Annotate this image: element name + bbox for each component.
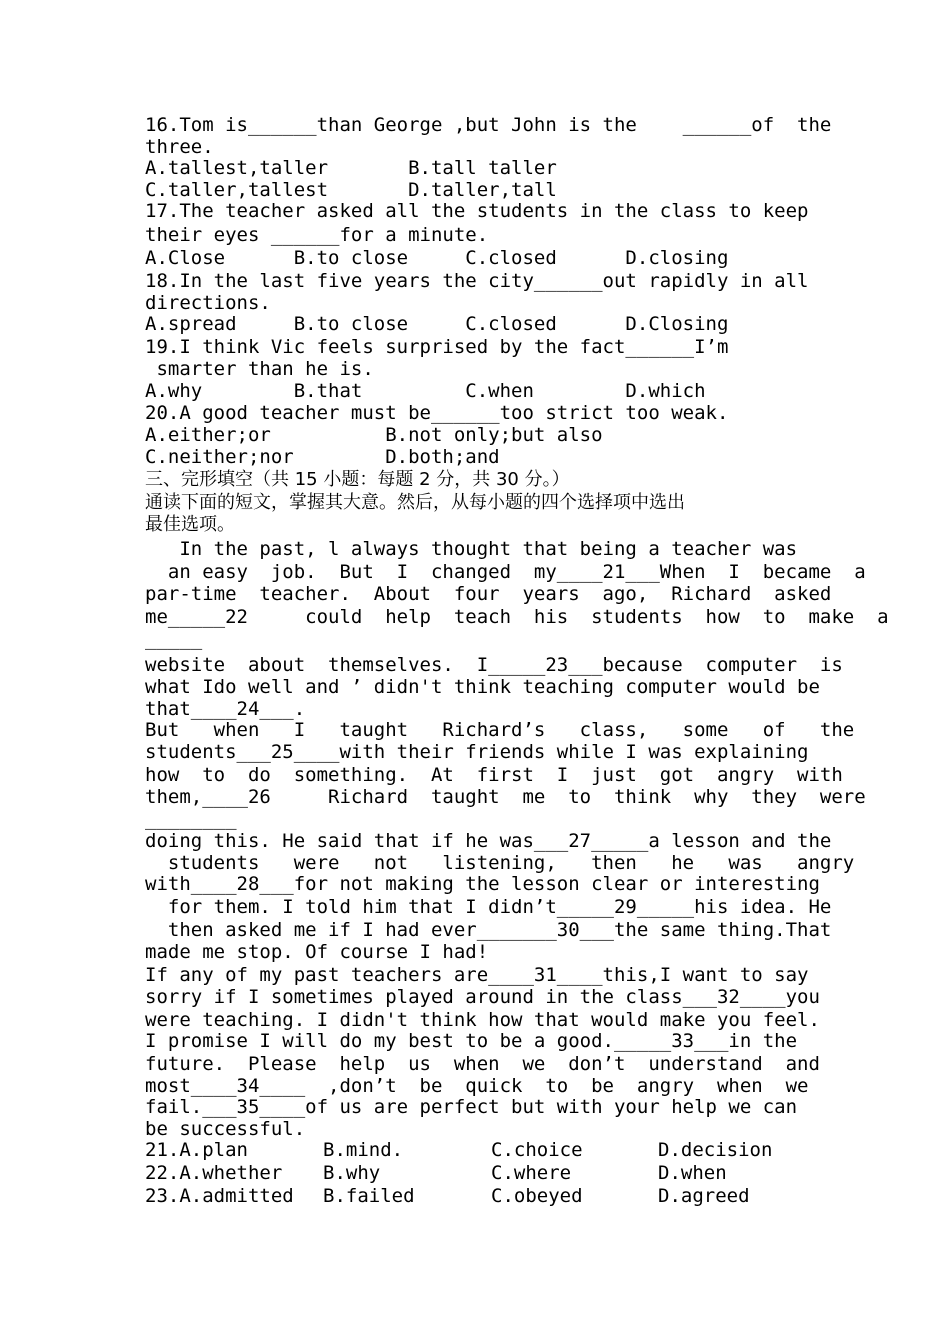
- text-line: _____: [145, 628, 203, 650]
- text-line: I promise I will do my best to be a good._____33___in the: [145, 1030, 798, 1052]
- text-line: C.taller,tallest D.taller,tall: [145, 179, 557, 201]
- option-num: 22.A.whether: [145, 1162, 283, 1184]
- text-line: website about themselves. I_____23___because computer is: [145, 654, 843, 676]
- text-line: with____28___for not making the lesson clear or interesting: [145, 873, 820, 895]
- text-line: were teaching. I didn't think how that would make you feel.: [145, 1009, 820, 1031]
- text-line: A.why B.that C.when D.which: [145, 380, 706, 402]
- text-line: 16.Tom is______than George ,but John is the ______of the: [145, 114, 832, 136]
- text-line: be successful.: [145, 1118, 306, 1140]
- text-line: A.Close B.to close C.closed D.closing: [145, 247, 729, 269]
- text-line: 三、完形填空（共 15 小题：每题 2 分，共 30 分。）: [145, 469, 570, 490]
- option-num: 23.A.admitted: [145, 1185, 294, 1207]
- text-line: them,____26 Richard taught me to think why they were: [145, 786, 866, 808]
- text-line: 最佳选项。: [145, 514, 235, 535]
- text-line: doing this. He said that if he was___27_____a lesson and the: [145, 830, 832, 852]
- text-line: students___25____with their friends while I was explaining: [145, 741, 809, 763]
- text-line: A.tallest,taller B.tall taller: [145, 157, 557, 179]
- text-line: A.either;or B.not only;but also: [145, 424, 603, 446]
- option-c: C.where: [491, 1162, 572, 1184]
- text-line: ________: [145, 808, 237, 830]
- text-line: what Ido well and ’ didn't think teaching computer would be: [145, 676, 820, 698]
- text-line: 通读下面的短文，掌握其大意。然后，从每小题的四个选择项中选出: [145, 492, 685, 513]
- text-line: me_____22 could help teach his students how to make a: [145, 606, 889, 628]
- text-line: an easy job. But I changed my____21___When I became a: [145, 561, 866, 583]
- text-line: 18.In the last five years the city______out rapidly in all: [145, 270, 809, 292]
- text-line: In the past, l always thought that being a teacher was: [145, 538, 798, 560]
- text-line: three.: [145, 136, 214, 158]
- option-c: C.choice: [491, 1139, 583, 1161]
- text-line: fail.___35____of us are perfect but with your help we can: [145, 1096, 798, 1118]
- text-line: 19.I think Vic feels surprised by the fact______I’m: [145, 336, 729, 358]
- text-line: par-time teacher. About four years ago, Richard asked: [145, 583, 832, 605]
- option-d: D.agreed: [658, 1185, 750, 1207]
- text-line: But when I taught Richard’s class, some of the: [145, 719, 855, 741]
- text-line: smarter than he is.: [145, 358, 374, 380]
- text-line: how to do something. At first I just got angry with: [145, 764, 843, 786]
- text-line: C.neither;nor D.both;and: [145, 446, 500, 468]
- option-b: B.mind.: [323, 1139, 404, 1161]
- text-line: students were not listening, then he was angry: [145, 852, 855, 874]
- text-line: that____24___.: [145, 698, 306, 720]
- option-b: B.failed: [323, 1185, 415, 1207]
- text-line: A.spread B.to close C.closed D.Closing: [145, 313, 729, 335]
- text-line: 17.The teacher asked all the students in the class to keep: [145, 200, 809, 222]
- text-line: sorry if I sometimes played around in the class___32____you: [145, 986, 820, 1008]
- text-line: directions.: [145, 292, 271, 314]
- option-num: 21.A.plan: [145, 1139, 248, 1161]
- option-d: D.when: [658, 1162, 727, 1184]
- option-c: C.obeyed: [491, 1185, 583, 1207]
- option-d: D.decision: [658, 1139, 773, 1161]
- text-line: If any of my past teachers are____31____this,I want to say: [145, 964, 809, 986]
- text-line: made me stop. Of course I had!: [145, 941, 489, 963]
- text-line: then asked me if I had ever_______30___the same thing.That: [145, 919, 832, 941]
- text-line: for them. I told him that I didn’t_____29_____his idea. He: [145, 896, 832, 918]
- option-b: B.why: [323, 1162, 381, 1184]
- text-line: most____34____ ,don’t be quick to be angry when we: [145, 1075, 809, 1097]
- text-line: 20.A good teacher must be______too strict too weak.: [145, 402, 729, 424]
- text-line: their eyes ______for a minute.: [145, 224, 489, 246]
- text-line: future. Please help us when we don’t understand and: [145, 1053, 820, 1075]
